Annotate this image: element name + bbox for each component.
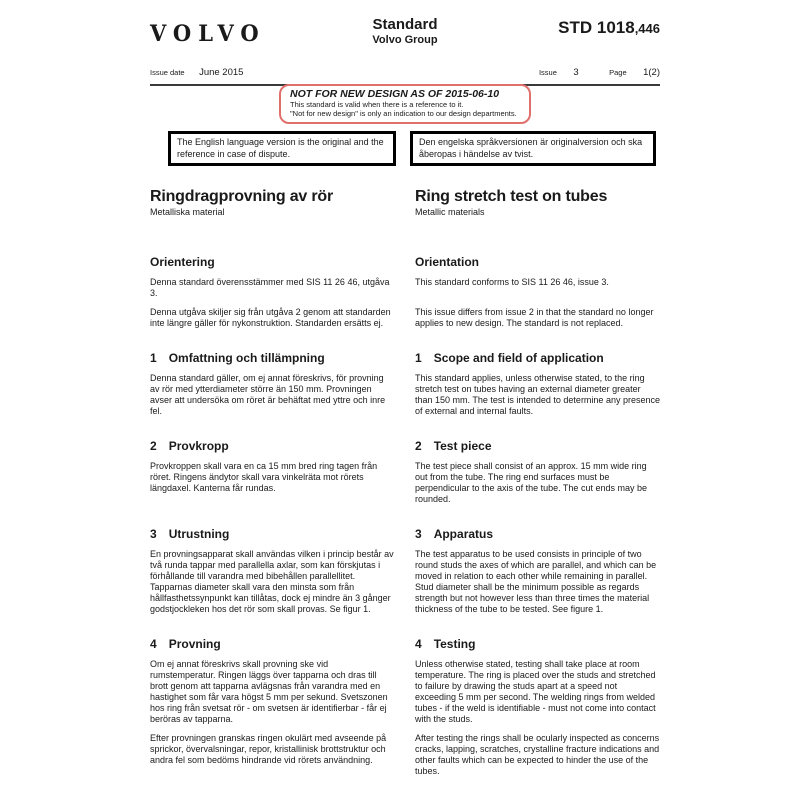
- document-type: Standard: [372, 16, 438, 33]
- section-heading-en: 3 Apparatus: [415, 527, 494, 541]
- paragraph-sv: Provkroppen skall vara en ca 15 mm bred ring tagen från röret. Ringens ändytor skall vara vinkelräta mot rörets längdaxel. Kanterna får rundas.: [150, 461, 378, 493]
- standard-number: [510, 18, 660, 38]
- language-disclaimer-row: [168, 131, 660, 166]
- issue-date-group: [150, 62, 243, 80]
- section-heading-row: [150, 439, 660, 461]
- notice-line-1: This standard is valid when there is a reference to it.: [290, 100, 464, 109]
- paragraph-row: [150, 659, 660, 733]
- document-body: [150, 188, 660, 785]
- document-title-swedish: Ringdragprovning av rör: [150, 188, 333, 205]
- paragraph-row: [150, 307, 660, 337]
- section-heading-en: 1 Scope and field of application: [415, 351, 604, 365]
- section-heading-row: [150, 527, 660, 549]
- document-title-english: Ring stretch test on tubes: [415, 188, 608, 205]
- title-block-english: [415, 188, 660, 217]
- page-label: Page: [609, 68, 627, 77]
- document-header: [150, 16, 660, 46]
- section-heading-sv: 2 Provkropp: [150, 439, 229, 453]
- paragraph-sv: Denna standard överensstämmer med SIS 11 26 46, utgåva 3.: [150, 277, 390, 298]
- issue-date-label: Issue date: [150, 68, 185, 77]
- notice-title: NOT FOR NEW DESIGN AS OF 2015-06-10: [290, 88, 500, 100]
- volvo-logo: VOLVO: [150, 20, 266, 47]
- section-heading-row: [150, 637, 660, 659]
- title-block-swedish: [150, 188, 395, 217]
- section-heading-sv: 3 Utrustning: [150, 527, 230, 541]
- standard-number-suffix: ,446: [634, 21, 660, 36]
- document-subtitle-english: Metallic materials: [415, 207, 485, 217]
- paragraph-sv: Denna standard gäller, om ej annat föreskrivs, för provning av rör med ytterdiameter större än 150 mm. Provningen avser att undersöka om röret är behäftat med yttre och inre fel.: [150, 373, 386, 416]
- paragraph-sv: Efter provningen granskas ringen okulärt med avseende på sprickor, övervalsningar, repor, kristallinisk brottstruktur och andra fel som bedöms hindrande vid rörets användning.: [150, 733, 387, 765]
- notice-line-2: "Not for new design" is only an indication to our design departments.: [290, 109, 517, 118]
- issue-number: 3: [573, 67, 579, 78]
- paragraph-sv: En provningsapparat skall användas vilken i princip består av två runda tappar med parallella axlar, som kan förskjutas i förhållande till varandra med bibehållen parallellitet. Tapparnas diameter skall vara den minsta som från hållfasthetssynpunkt kan tillåtas, dock ej mindre än 3 gånger godstjockleken hos det rör som skall provas. Se figur 1.: [150, 549, 394, 614]
- paragraph-en: This standard applies, unless otherwise stated, to the ring stretch test on tubes having an external diameter greater than 150 mm. The test is intended to determine any presence of external and internal faults.: [415, 373, 660, 416]
- disclaimer-swedish: Den engelska språkversionen är originalversion och ska åberopas i händelse av tvist.: [410, 131, 656, 166]
- issue-date-value: June 2015: [199, 67, 244, 78]
- section-heading-en: 2 Test piece: [415, 439, 492, 453]
- not-for-new-design-notice: [279, 84, 531, 124]
- issue-page-group: [527, 62, 660, 80]
- standard-number-main: STD 1018: [558, 18, 635, 37]
- paragraph-sv: Denna utgåva skiljer sig från utgåva 2 genom att standarden inte längre gäller för nykonstruktion. Standarden ersätts ej.: [150, 307, 391, 328]
- page-number: 1(2): [643, 67, 660, 78]
- paragraph-en: The test piece shall consist of an approx. 15 mm wide ring out from the tube. The ring end surfaces must be perpendicular to the axis of the tube. The cut ends may be rounded.: [415, 461, 647, 504]
- paragraph-row: [150, 549, 660, 623]
- section-heading-sv: Orientering: [150, 255, 215, 269]
- paragraph-row: [150, 373, 660, 425]
- paragraph-en: After testing the rings shall be ocularly inspected as concerns cracks, lapping, scratches, crystalline fracture indications and other faults which can be expected to hinder the use of the tubes.: [415, 733, 660, 776]
- document-subtitle-swedish: Metalliska material: [150, 207, 225, 217]
- section-heading-en: 4 Testing: [415, 637, 476, 651]
- section-heading-en: Orientation: [415, 255, 480, 269]
- header-center: [300, 16, 510, 46]
- section-heading-sv: 1 Omfattning och tillämpning: [150, 351, 325, 365]
- title-row: [150, 188, 660, 217]
- paragraph-sv: Om ej annat föreskrivs skall provning ske vid rumstemperatur. Ringen läggs över tapparna och dras till brott genom att tapparna avlägsnas från varandra med en hastighet som får vara högst 5 mm per sekund. Svetszonen hos ring från svetsat rör - om svetsen är identifierbar - får ej beröras av tapparna.: [150, 659, 388, 724]
- paragraph-en: This issue differs from issue 2 in that the standard no longer applies to new design. The standard is not replaced.: [415, 307, 654, 328]
- issue-label: Issue: [538, 68, 557, 77]
- paragraph-row: [150, 733, 660, 785]
- disclaimer-english: The English language version is the original and the reference in case of dispute.: [168, 131, 396, 166]
- paragraph-row: [150, 277, 660, 307]
- section-heading-row: [150, 351, 660, 373]
- paragraph-en: The test apparatus to be used consists in principle of two round studs the axes of which are parallel, and which can be moved in relation to each other while remaining in parallel. Stud diameter shall be the minimum possible as regards strength but not however less than three times the material thickness of the tube to be tested. See figure 1.: [415, 549, 657, 614]
- organization-name: Volvo Group: [372, 34, 438, 46]
- paragraph-en: This standard conforms to SIS 11 26 46, issue 3.: [415, 277, 609, 287]
- section-heading-sv: 4 Provning: [150, 637, 221, 651]
- paragraph-en: Unless otherwise stated, testing shall take place at room temperature. The ring is placed over the studs and stretched to failure by drawing the studs apart at a speed not exceeding 5 mm per second. The welding rings from welded tubes - if the weld is identifiable - must not come into contact with the studs.: [415, 659, 656, 724]
- paragraph-row: [150, 461, 660, 513]
- section-heading-row: [150, 255, 660, 277]
- issue-info-row: [150, 62, 660, 80]
